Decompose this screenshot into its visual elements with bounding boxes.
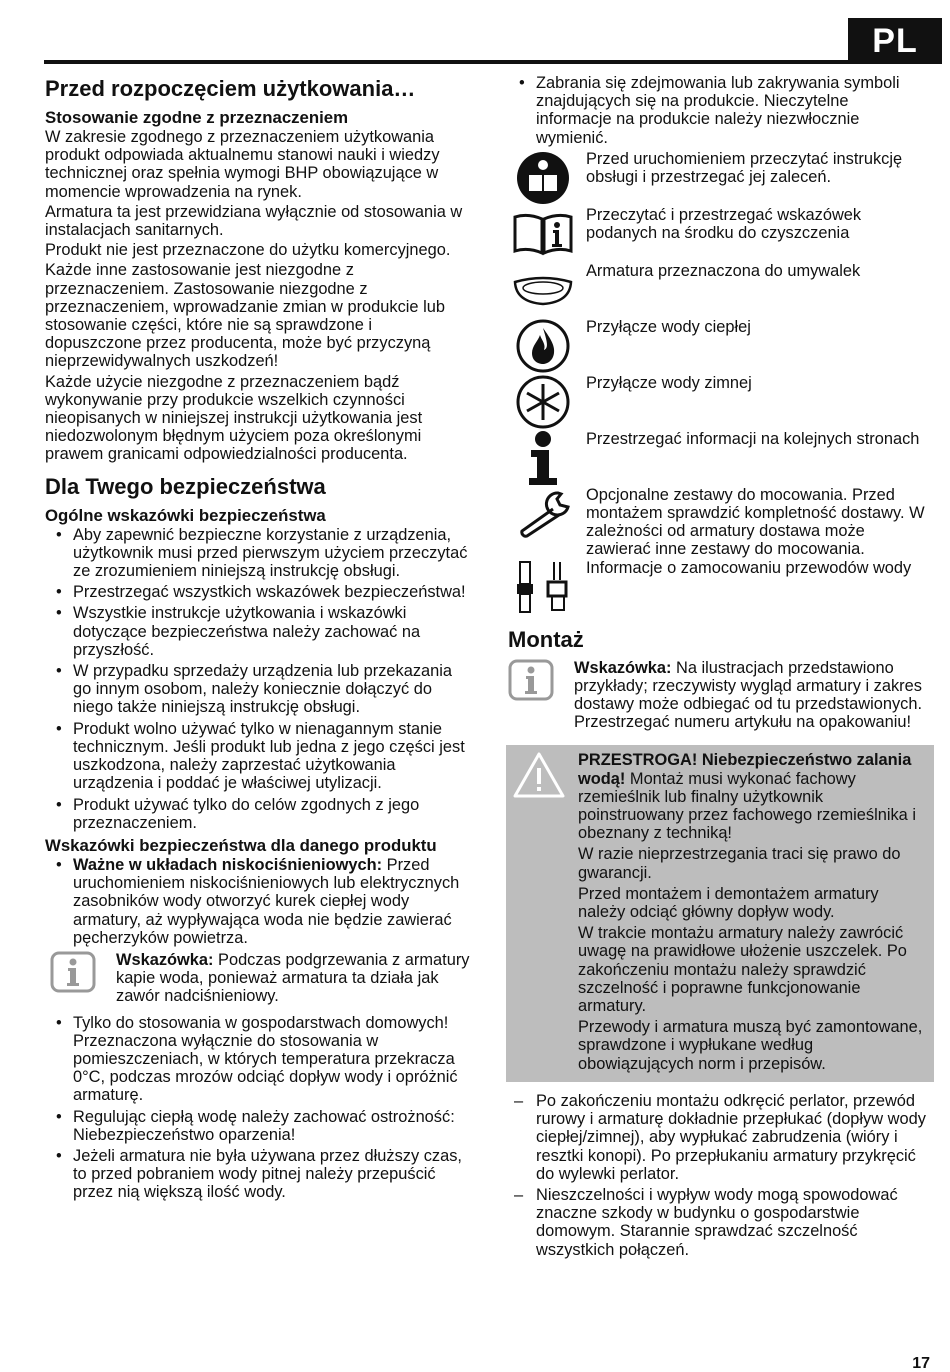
general-safety-list — [45, 526, 470, 832]
list-item: – Po zakończeniu montażu odkręcić perlator, przewód rurowy i armaturę dokładnie przepłukać (dopływ wody ciepłej/zimnej), aby wypłukać zabrudzenia (wióry i resztki konopi). Po przepłukaniu armatury przykręcić do wylewki perlator. — [508, 1092, 928, 1183]
warning-text — [578, 751, 926, 842]
warning-icon — [512, 751, 570, 1075]
heading-intended-use: Stosowanie zgodne z przeznaczeniem — [45, 108, 349, 127]
symbol-row — [508, 206, 928, 262]
heading-mounting: Montaż — [508, 626, 584, 652]
mounting-steps-list — [508, 1092, 928, 1259]
read-manual-icon — [508, 150, 578, 206]
warning-label: PRZESTROGA! Niebezpieczeństwo zalania wodą! — [578, 751, 912, 788]
language-tab: PL — [848, 18, 942, 64]
list-item: • W przypadku sprzedaży urządzenia lub przekazania go innym osobom, należy koniecznie dołączyć do niego także niniejszą instrukcję obsługi. — [45, 662, 470, 717]
symbol-text: Przestrzegać informacji na kolejnych stronach — [586, 429, 920, 448]
list-item: • Przestrzegać wszystkich wskazówek bezpieczeństwa! — [45, 583, 470, 601]
low-pressure-text: Przed uruchomieniem niskociśnieniowych lub elektrycznych zasobników wody otworzyć kurek ciepłej wody armatury, aż wypływająca woda nie będzie zawierać pęcherzyków powietrza. — [73, 855, 460, 947]
info-icon — [508, 430, 578, 486]
symbol-row — [508, 559, 928, 615]
paragraph: Każde użycie niezgodne z przeznaczeniem bądź wykonywanie przy produkcie wszelkich czynności nieopisanych w niniejszej instrukcji użytkowania jest niedozwolonym błędnym użyciem poza określonymi prawem granicami odpowiedzialności producenta. — [45, 372, 423, 464]
wrench-icon — [508, 486, 578, 542]
list-item: • Produkt używać tylko do celów zgodnych z jego przeznaczeniem. — [45, 796, 470, 832]
list-item: • Zabrania się zdejmowania lub zakrywania symboli znajdujących się na produkcie. Nieczytelne informacje na produkcie należy niezwłocznie wymienić. — [508, 74, 928, 147]
warning-box — [506, 745, 934, 1081]
info-book-icon — [508, 206, 578, 262]
note-info-icon — [50, 951, 102, 1006]
heading-before-use: Przed rozpoczęciem użytkowania… — [45, 76, 416, 101]
list-item: • Aby zapewnić bezpieczne korzystanie z urządzenia, użytkownik musi przed pierwszym użyciem przeczytać ze zrozumieniem niniejszą instrukcję obsługi. — [45, 526, 470, 581]
symbol-text: Opcjonalne zestawy do mocowania. Przed montażem sprawdzić kompletność dostawy. W zależności od armatury dostawa może zawierać inne zestawy do mocowania. — [586, 485, 925, 559]
symbol-row — [508, 262, 928, 318]
header-rule — [44, 60, 934, 64]
warning-paragraph: W trakcie montażu armatury należy zawrócić uwagę na prawidłowe ułożenie uszczelek. Po zakończeniu montażu należy sprawdzić szczelność i poprawne funkcjonowanie armatury. — [578, 924, 907, 1016]
warning-paragraph: Przed montażem i demontażem armatury należy odciąć główny dopływ wody. — [578, 884, 879, 922]
symbol-text: Przyłącze wody ciepłej — [586, 317, 751, 336]
list-item: • Tylko do stosowania w gospodarstwach domowych! Przeznaczona wyłącznie do stosowania w pomieszczeniach, w których temperatura przekracza 0°C, podczas mrozów odciąć dopływ wody i opróżnić armaturę. — [45, 1014, 470, 1105]
warning-body: Montaż musi wykonać fachowy rzemieślnik lub finalny użytkownik poinstruowany przez fachowego rzemieślnika i obeznany z techniką! — [578, 769, 916, 843]
heading-safety: Dla Twego bezpieczeństwa — [45, 473, 326, 499]
list-item: • Regulując ciepłą wodę należy zachować ostrożność: Niebezpieczeństwo oparzenia! — [45, 1108, 470, 1144]
paragraph: W zakresie zgodnego z przeznaczeniem użytkowania produkt odpowiada aktualnemu stanowi nauki i wiedzy technicznej oraz spełnia wymogi BHP obowiązujące w momencie wprowadzenia na rynek. — [45, 128, 440, 201]
symbol-row — [508, 486, 928, 559]
note-box — [508, 659, 928, 732]
note-text: Podczas podgrzewania z armatury kapie woda, ponieważ armatura ta działa jak zawór nadciśnieniowy. — [116, 950, 470, 1006]
symbol-text: Przed uruchomieniem przeczytać instrukcję obsługi i przestrzegać jej zaleceń. — [586, 149, 903, 187]
product-safety-list — [45, 856, 470, 947]
heading-product-safety: Wskazówki bezpieczeństwa dla danego produktu — [45, 835, 437, 855]
note-label: Wskazówka: — [574, 658, 672, 677]
list-item: • Produkt wolno używać tylko w nienagannym stanie technicznym. Jeśli produkt lub jedna z jego części jest uszkodzona, należy zaprzestać użytkowania urządzenia i poddać je właściwej utylizacji. — [45, 720, 470, 793]
symbol-row — [508, 374, 928, 430]
cold-water-icon — [508, 374, 578, 430]
symbols-note-list — [508, 74, 928, 147]
paragraph: Produkt nie jest przeznaczone do użytku komercyjnego. — [45, 241, 451, 260]
left-column — [45, 74, 470, 1205]
low-pressure-label: Ważne w układach niskociśnieniowych: — [73, 855, 383, 874]
page-number: 17 — [912, 1355, 930, 1372]
symbol-row — [508, 150, 928, 206]
paragraph: Armatura ta jest przewidziana wyłącznie od stosowania w instalacjach sanitarnych. — [45, 202, 463, 240]
list-item — [45, 856, 470, 947]
heading-general-safety: Ogólne wskazówki bezpieczeństwa — [45, 505, 326, 525]
list-item: – Nieszczelności i wypływ wody mogą spowodować znaczne szkody w budynku o gospodarstwie domowym. Starannie sprawdzać szczelność wszystkich połączeń. — [508, 1186, 928, 1259]
symbol-row — [508, 318, 928, 374]
note-info-icon — [508, 659, 560, 732]
list-item: • Jeżeli armatura nie była używana przez dłuższy czas, to przed pobraniem wody pitnej należy przepuścić przez nią większą ilość wody. — [45, 1147, 470, 1202]
right-column — [508, 74, 928, 1262]
list-item: • Wszystkie instrukcje użytkowania i wskazówki dotyczące bezpieczeństwa należy zachować na przyszłość. — [45, 604, 470, 659]
symbol-text: Przyłącze wody zimnej — [586, 373, 752, 392]
note-label: Wskazówka: — [116, 950, 214, 969]
symbol-text: Informacje o zamocowaniu przewodów wody — [586, 558, 912, 577]
note-box — [50, 951, 470, 1006]
symbol-text: Armatura przeznaczona do umywalek — [586, 261, 861, 280]
hose-connection-icon — [508, 559, 578, 615]
washbasin-icon — [508, 262, 578, 318]
warning-paragraph: Przewody i armatura muszą być zamontowane, sprawdzone i wypłukane według obowiązujących norm i przepisów. — [578, 1018, 923, 1073]
symbol-text: Przeczytać i przestrzegać wskazówek podanych na środku do czyszczenia — [586, 205, 862, 243]
hot-water-icon — [508, 318, 578, 374]
note-text: Na ilustracjach przedstawiono przykłady; rzeczywisty wygląd armatury i zakres dostawy może odbiegać od tu przedstawionych. Przestrzegać numeru artykułu na opakowaniu! — [574, 658, 923, 732]
warning-paragraph: W razie nieprzestrzegania traci się prawo do gwarancji. — [578, 845, 901, 882]
paragraph: Każde inne zastosowanie jest niezgodne z przeznaczeniem. Zastosowanie niezgodne z przeznaczeniem, wprowadzanie zmian w produkcie lub stosowanie części, które nie są sprawdzone i dopuszczone przez producenta, może być przyczyną nieprzewidywalnych uszkodzeń! — [45, 261, 445, 371]
product-safety-list-2 — [45, 1014, 470, 1202]
symbol-row — [508, 430, 928, 486]
